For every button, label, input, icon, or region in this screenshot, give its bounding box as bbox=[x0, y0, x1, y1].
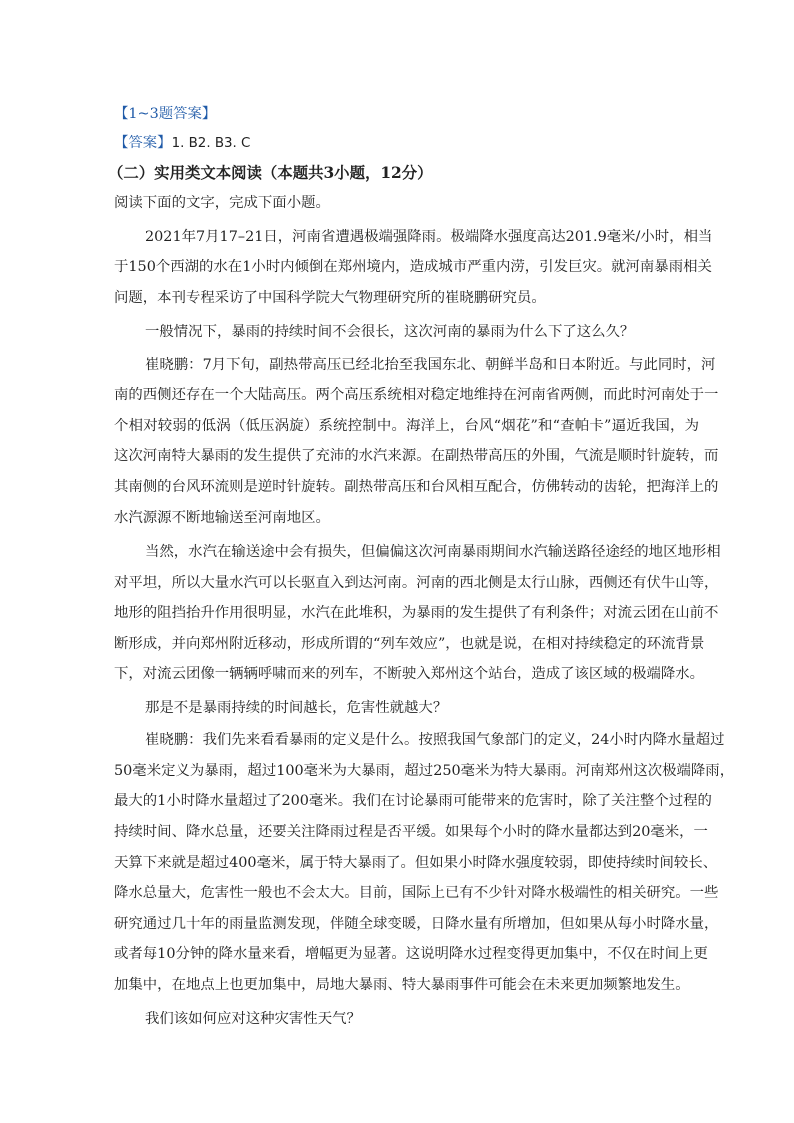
answer-value: 1. B2. B3. C bbox=[171, 136, 251, 151]
answer-label: 【答案】 bbox=[114, 135, 172, 151]
paragraph-line: 南的西侧还存在一个大陆高压。两个高压系统相对稳定地维持在河南省两侧，而此时河南处于一 bbox=[114, 387, 719, 403]
paragraph-line: 最大的1小时降水量超过了200毫米。我们在讨论暴雨可能带来的危害时，除了关注整个过程的 bbox=[114, 793, 712, 809]
paragraph-line: 降水总量大，危害性一般也不会太大。目前，国际上已有不少针对降水极端性的相关研究。一些 bbox=[114, 885, 719, 901]
paragraph-line: 2021年7月17–21日，河南省遭遇极端强降雨。极端降水强度高达201.9毫米/小时，相当 bbox=[145, 229, 713, 245]
answer-line bbox=[114, 133, 250, 154]
paragraph-line: 断形成，并向郑州附近移动，形成所谓的“列车效应”，也就是说，在相对持续稳定的环流背景 bbox=[114, 636, 705, 652]
paragraph-line: 于150个西湖的水在1小时内倾倒在郑州境内，造成城市严重内涝，引发巨灾。就河南暴雨相关 bbox=[114, 259, 712, 275]
interview-question: 那是不是暴雨持续的时间越长，危害性就越大？ bbox=[145, 700, 448, 716]
paragraph-line: 对平坦，所以大量水汽可以长驱直入到达河南。河南的西北侧是太行山脉，西侧还有伏牛山等， bbox=[114, 575, 719, 591]
paragraph-line: 水汽源源不断地输送至河南地区。 bbox=[114, 510, 330, 526]
paragraph-line: 或者每10分钟的降水量来看，增幅更为显著。这说明降水过程变得更加集中，不仅在时间上更 bbox=[114, 946, 708, 962]
paragraph-line: 加集中，在地点上也更加集中，局地大暴雨、特大暴雨事件可能会在未来更加频繁地发生。 bbox=[114, 977, 690, 993]
paragraph-line: 问题，本刊专程采访了中国科学院大气物理研究所的崔晓鹏研究员。 bbox=[114, 290, 546, 306]
paragraph-line: 当然，水汽在输送途中会有损失，但偏偏这次河南暴雨期间水汽输送路径途经的地区地形相 bbox=[145, 544, 721, 560]
paragraph-line: 其南侧的台风环流则是逆时针旋转。副热带高压和台风相互配合，仿佛转动的齿轮，把海洋上的 bbox=[114, 479, 719, 495]
paragraph-line: 这次河南特大暴雨的发生提供了充沛的水汽来源。在副热带高压的外围，气流是顺时针旋转，而 bbox=[114, 448, 719, 464]
paragraph-line: 天算下来就是超过400毫米，属于特大暴雨了。但如果小时降水强度较弱，即使持续时间较长、 bbox=[114, 855, 718, 871]
paragraph-line: 持续时间、降水总量，还要关注降雨过程是否平缓。如果每个小时的降水量都达到20毫米，一 bbox=[114, 824, 708, 840]
interview-question: 一般情况下，暴雨的持续时间不会很长，这次河南的暴雨为什么下了这么久？ bbox=[145, 324, 635, 340]
paragraph-line: 个相对较弱的低涡（低压涡旋）系统控制中。海洋上，台风“烟花”和“查帕卡”逼近我国，为 bbox=[114, 418, 699, 434]
paragraph-line: 50毫米定义为暴雨，超过100毫米为大暴雨，超过250毫米为特大暴雨。河南郑州这次极端降雨， bbox=[114, 763, 735, 779]
interview-question: 我们该如何应对这种灾害性天气？ bbox=[145, 1011, 361, 1027]
instruction: 阅读下面的文字，完成下面小题。 bbox=[114, 195, 330, 211]
paragraph-line: 地形的阻挡抬升作用很明显，水汽在此堆积，为暴雨的发生提供了有利条件；对流云团在山前不 bbox=[114, 605, 719, 621]
answers-heading: 【1~3题答案】 bbox=[114, 106, 217, 122]
paragraph-line: 崔晓鹏：我们先来看看暴雨的定义是什么。按照我国气象部门的定义，24小时内降水量超过 bbox=[145, 732, 725, 748]
paragraph-line: 研究通过几十年的雨量监测发现，伴随全球变暖，日降水量有所增加，但如果从每小时降水量， bbox=[114, 916, 719, 932]
section-title: （二）实用类文本阅读（本题共3小题，12分） bbox=[108, 164, 433, 182]
paragraph-line: 崔晓鹏：7月下旬，副热带高压已经北抬至我国东北、朝鲜半岛和日本附近。与此同时，河 bbox=[145, 357, 716, 373]
paragraph-line: 下，对流云团像一辆辆呼啸而来的列车，不断驶入郑州这个站台，造成了该区域的极端降水。 bbox=[114, 666, 705, 682]
